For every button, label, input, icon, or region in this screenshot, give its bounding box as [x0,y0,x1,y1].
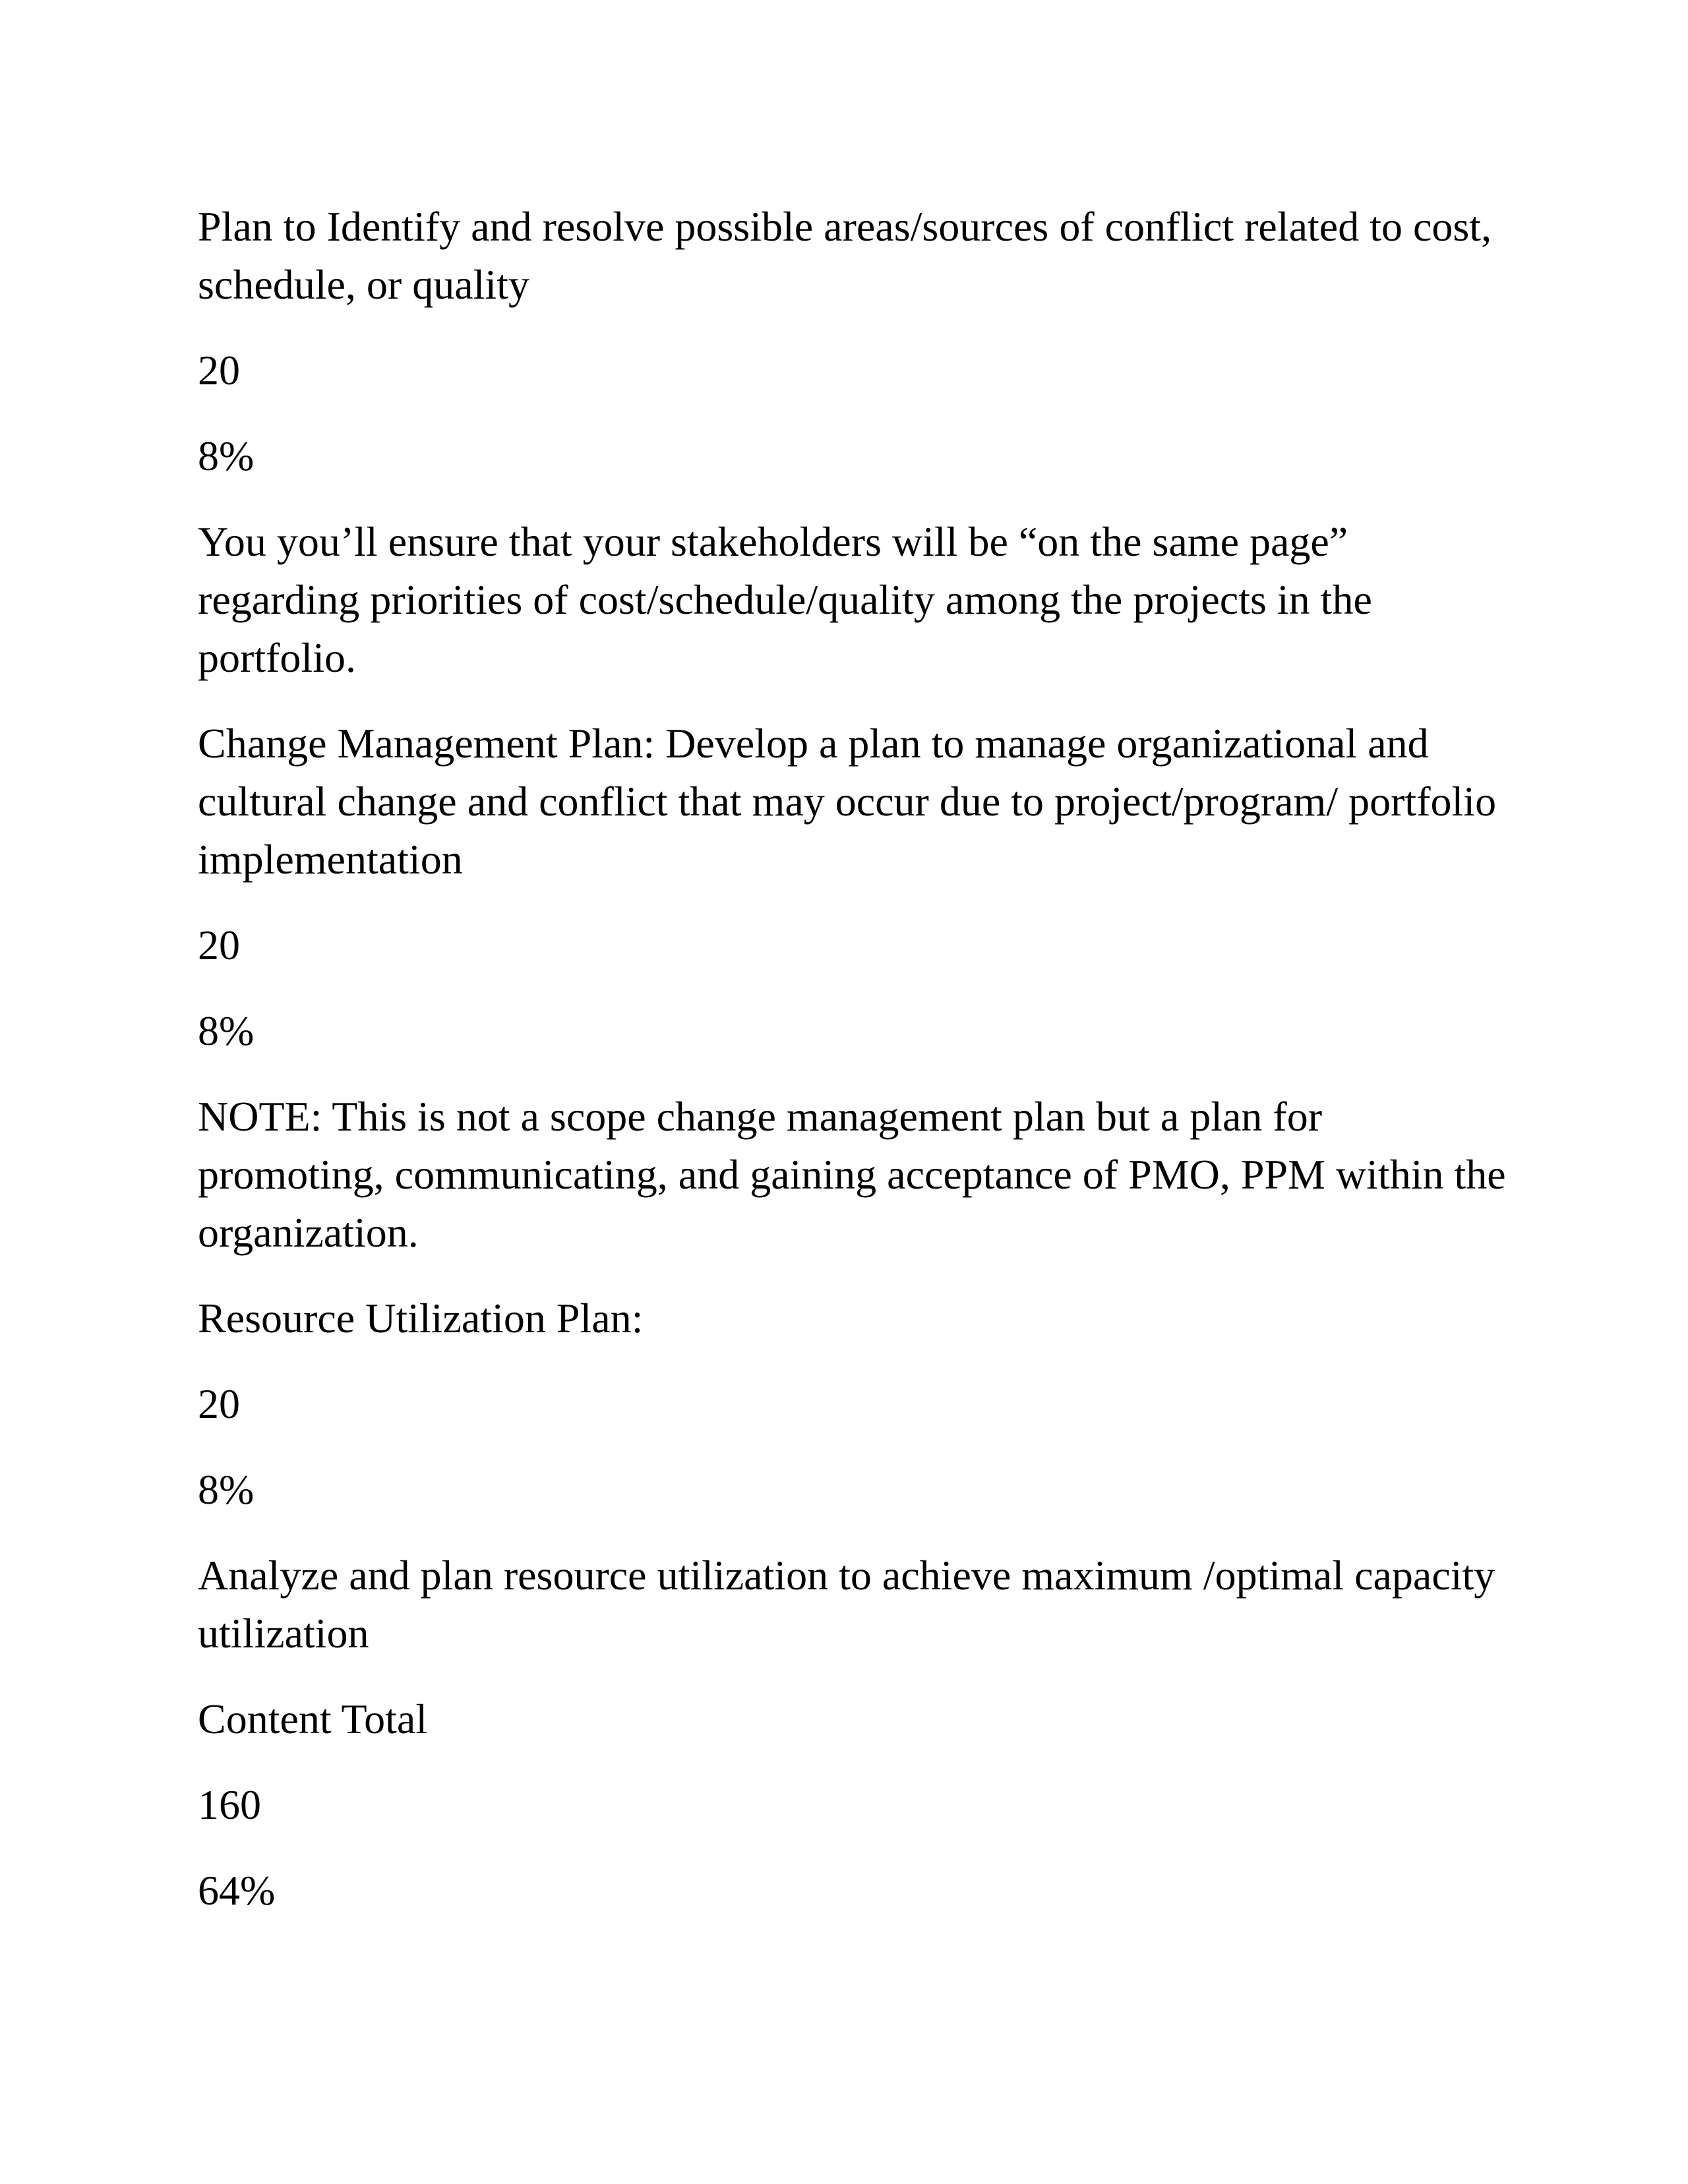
document-page [198,198,1510,1947]
change-management-percent: 8% [198,1007,255,1054]
resource-utilization-plan-heading: Resource Utilization Plan: [198,1295,644,1342]
conflict-plan-percent: 8% [198,432,255,479]
change-management-plan-text: Change Management Plan: Develop a plan to manage organizational and cultural change and conflict that may occur due to project/program/ portfolio implementation [198,720,1497,883]
resource-utilization-text: Analyze and plan resource utilization to achieve maximum /optimal capacity utilization [198,1552,1495,1657]
note-text: NOTE: This is not a scope change management plan but a plan for promoting, communicating, and gaining acceptance of PMO, PPM within the organization. [198,1093,1506,1256]
content-total-points: 160 [198,1781,261,1828]
change-management-points: 20 [198,922,240,968]
conflict-plan-text: Plan to Identify and resolve possible areas/sources of conflict related to cost, schedule, or quality [198,203,1492,308]
content-total-label: Content Total [198,1696,428,1742]
conflict-plan-points: 20 [198,347,240,394]
stakeholders-text: You you’ll ensure that your stakeholders will be “on the same page” regarding priorities of cost/schedule/quality among the projects in the portfolio. [198,518,1372,681]
resource-utilization-percent: 8% [198,1466,255,1513]
content-total-percent: 64% [198,1867,276,1914]
resource-utilization-points: 20 [198,1380,240,1427]
